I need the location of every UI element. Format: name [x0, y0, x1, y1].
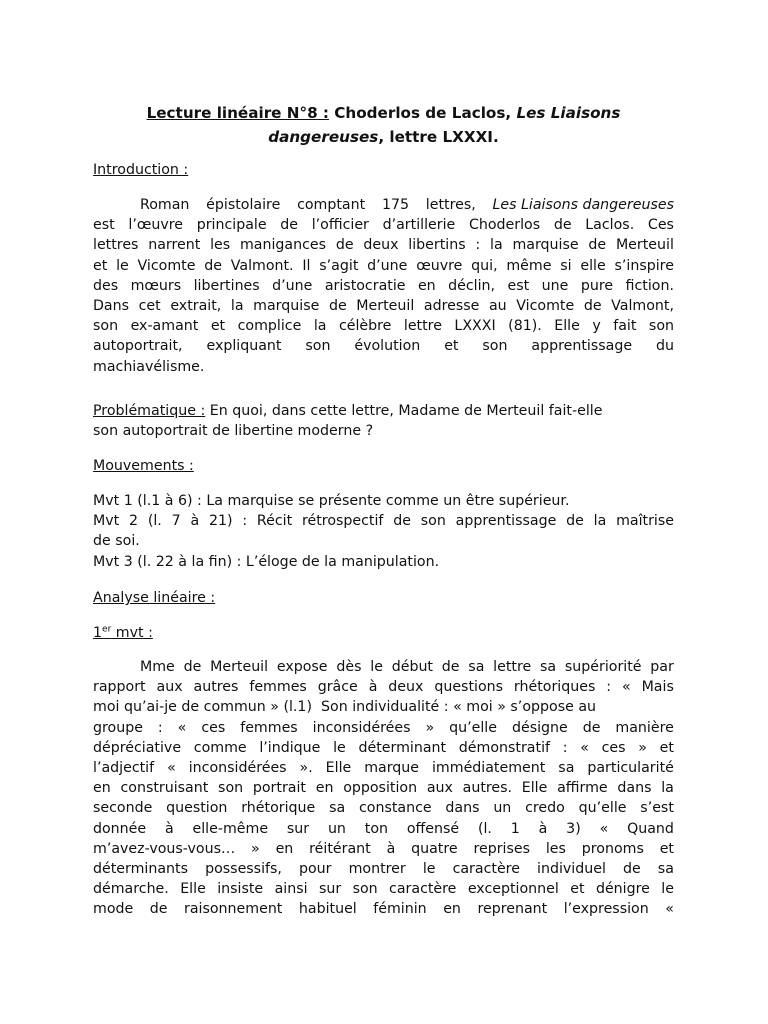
paragraph-line [93, 859, 674, 879]
word: ». [299, 760, 313, 777]
word: la [661, 780, 674, 797]
word: le [661, 881, 674, 898]
word: sa [468, 659, 485, 675]
word: LXXXI [454, 318, 496, 335]
word: rhétoriques [513, 679, 596, 696]
word: Merteuil [356, 298, 415, 315]
word: sur [286, 820, 310, 837]
introduction-heading: Introduction : [93, 162, 189, 178]
word: de [335, 237, 354, 254]
word: caractère [452, 861, 520, 878]
problematique-line-2: son autoportrait de libertine moderne ? [93, 423, 374, 439]
word: inconsidérées [312, 719, 411, 736]
paragraph-line [93, 879, 674, 899]
word: de [441, 659, 460, 675]
word: s’inspire [614, 257, 674, 274]
word: supériorité [564, 659, 642, 675]
introduction-paragraph [93, 195, 674, 377]
paragraph-line [93, 316, 674, 336]
word: mode [93, 901, 134, 918]
word: Choderlos [468, 217, 541, 234]
word: de [204, 257, 222, 274]
title-author: Choderlos de Laclos, [329, 104, 517, 122]
word: l’œuvre [128, 217, 183, 234]
word: construisant [120, 780, 209, 797]
word: quatre [411, 840, 458, 857]
word: d’une [367, 257, 408, 274]
word: de [622, 861, 641, 878]
analyse-paragraph [93, 657, 674, 920]
word: sa [657, 861, 674, 878]
word: : [242, 513, 248, 529]
word: par [650, 659, 674, 675]
word: un [493, 800, 512, 817]
word: comme [193, 739, 247, 756]
word: et [570, 881, 585, 898]
mouvement-1: Mvt 1 (l.1 à 6) : La marquise se présente comme un être supérieur. [93, 493, 570, 509]
analyse-heading: Analyse linéaire : [93, 590, 216, 606]
subheading-number: 1 [93, 625, 103, 641]
word: Valmont. [230, 257, 294, 274]
word: ces [601, 739, 626, 756]
word: Mais [641, 679, 674, 696]
word: en [275, 840, 294, 857]
word: rétrospectif [301, 513, 384, 529]
word: aux [156, 679, 183, 696]
word: d’une [272, 277, 313, 294]
title-work: Les Liaisons [516, 104, 621, 122]
word: femmes [249, 679, 307, 696]
word: déterminants [93, 861, 189, 878]
word: Laclos. [585, 217, 635, 234]
word: offensé [406, 820, 460, 837]
word: question [166, 800, 228, 817]
word: Elle [554, 318, 580, 335]
word: complice [237, 318, 302, 335]
word: moi qu’ai-je de commun » (l.1) Son individualité : « moi » s’oppose au [93, 699, 597, 716]
word: au [488, 298, 507, 315]
word: « [177, 719, 187, 736]
paragraph-line [93, 215, 674, 235]
word: son [93, 318, 119, 335]
problematique-heading: Problématique : [93, 403, 206, 419]
word: lettres, [425, 197, 476, 213]
word: immédiatement [431, 760, 546, 777]
word: à [538, 820, 548, 837]
word: (l. [147, 513, 162, 529]
word: de [588, 237, 607, 254]
paragraph-last-line: machiavélisme. [93, 358, 205, 375]
paragraph-line [93, 798, 674, 818]
mouvement-3: Mvt 3 (l. 22 à la fin) : L’éloge de la manipulation. [93, 554, 440, 570]
word: les [210, 237, 231, 254]
word: l’indique [259, 739, 321, 756]
word: début [391, 659, 433, 675]
word: déterminant [358, 739, 447, 756]
word: des [93, 277, 119, 294]
word: montrer [348, 861, 406, 878]
word: femmes [240, 719, 298, 736]
word: « [621, 679, 631, 696]
word: le [333, 739, 346, 756]
word: reprenant [477, 901, 548, 918]
word: exceptionnel [467, 881, 559, 898]
word: ces [201, 719, 226, 736]
word: son [352, 881, 378, 898]
word: : [562, 739, 568, 756]
word: autres [193, 679, 239, 696]
word: ton [364, 820, 388, 837]
word: de [280, 217, 299, 234]
paragraph-line [93, 839, 674, 859]
word: l’adjectif [93, 760, 155, 777]
word: marquise [512, 237, 579, 254]
analyse-subheading [93, 623, 153, 643]
word: à [164, 820, 174, 837]
word: dépréciative [93, 739, 182, 756]
word: reprises [473, 840, 531, 857]
word: s’agit [319, 257, 359, 274]
word: rapport [93, 679, 146, 696]
word: habituel [298, 901, 357, 918]
word: la [230, 298, 244, 315]
word: de [582, 719, 601, 736]
word: Les Liaisons dangereuses [492, 197, 674, 213]
word: « [167, 760, 176, 777]
word: : [157, 719, 163, 736]
mouvement-2-line-1 [93, 511, 674, 531]
word: célèbre [338, 318, 392, 335]
word: démonstratif [458, 739, 551, 756]
word: lettre [403, 318, 442, 335]
word: manigances [239, 237, 327, 254]
word: « [580, 739, 589, 756]
word: aux [426, 780, 453, 797]
paragraph-line [93, 738, 674, 758]
word: elle-même [192, 820, 269, 837]
word: 175 [381, 197, 410, 213]
word: Elle [521, 780, 548, 797]
word: affirme [557, 780, 608, 797]
paragraph-line [93, 256, 674, 276]
word: groupe [93, 719, 143, 736]
word: la [490, 237, 503, 254]
word: en [443, 901, 461, 918]
problematique-line-1 [93, 401, 602, 421]
word: deux [388, 679, 424, 696]
word: elle [580, 257, 606, 274]
word: Vicomte [137, 257, 196, 274]
word: lettres [93, 237, 139, 254]
word: : [606, 679, 612, 696]
word: dans [617, 780, 652, 797]
word: donnée [93, 820, 147, 837]
title-label: Lecture linéaire N°8 : [146, 104, 329, 122]
word: marquise [253, 298, 320, 315]
word: rhétorique [241, 800, 316, 817]
word: 7 [171, 513, 181, 529]
word: est [93, 217, 115, 234]
word: à [190, 513, 200, 529]
word: Dans [93, 298, 130, 315]
title-work-2: dangereuses [268, 128, 379, 146]
paragraph-line [93, 296, 674, 316]
word: sa [540, 659, 557, 675]
word: Elle [180, 881, 206, 898]
paragraph-line [93, 899, 674, 919]
word: est [507, 277, 530, 294]
word: Vicomte [516, 298, 575, 315]
word: sur [318, 881, 342, 898]
word: démarche. [93, 881, 169, 898]
word: (l. [477, 820, 492, 837]
word: et [444, 338, 459, 355]
word: en [417, 277, 436, 294]
word: en [93, 780, 111, 797]
paragraph-line [93, 235, 674, 255]
word: marque [364, 760, 420, 777]
word: extrait, [170, 298, 222, 315]
word: aristocratie [324, 277, 406, 294]
paragraph-line [93, 657, 674, 677]
word: 21) [208, 513, 233, 529]
word: le [116, 257, 129, 274]
word: m’avez-vous-vous… [93, 840, 236, 857]
word: Merteuil [615, 237, 674, 254]
word: évolution [354, 338, 421, 355]
word: expliquant [206, 338, 282, 355]
word: possessifs, [205, 861, 282, 878]
paragraph-line [93, 276, 674, 296]
word: de [149, 901, 168, 918]
word: qu’elle [449, 719, 497, 736]
word: particularité [587, 760, 674, 777]
word: 1 [510, 820, 520, 837]
word: Quand [627, 820, 674, 837]
word: principale [196, 217, 267, 234]
word: dénigre [595, 881, 650, 898]
word: le [370, 659, 383, 675]
word: sa [558, 760, 575, 777]
word: Ces [647, 217, 674, 234]
mouvements-heading: Mouvements : [93, 458, 194, 474]
document-title [93, 101, 674, 149]
word: Roman [140, 197, 190, 213]
word: Mvt [93, 513, 120, 529]
word: Merteuil [210, 659, 269, 675]
word: Récit [256, 513, 293, 529]
word: Il [302, 257, 311, 274]
word: questions [434, 679, 504, 696]
word: » [638, 739, 647, 756]
word: sa [329, 800, 346, 817]
word: Valmont, [611, 298, 674, 315]
word: réitérant [309, 840, 371, 857]
word: mœurs [130, 277, 182, 294]
word: « [599, 820, 609, 837]
word: Mme [140, 659, 175, 675]
word: la [313, 318, 327, 335]
word: expose [276, 659, 328, 675]
word: l’expression [563, 901, 649, 918]
word: cet [138, 298, 161, 315]
word: la [593, 513, 607, 529]
word: les [545, 840, 566, 857]
word: et [659, 739, 674, 756]
word: grâce [317, 679, 358, 696]
word: (81). [508, 318, 542, 335]
word: désigne [511, 719, 568, 736]
paragraph-line [93, 819, 674, 839]
word: du [655, 338, 674, 355]
word: son [648, 318, 674, 335]
word: raisonnement [184, 901, 283, 918]
word: de [393, 513, 411, 529]
word: à [386, 840, 396, 857]
word: deux [363, 237, 399, 254]
word: son [218, 780, 244, 797]
word: son [482, 338, 508, 355]
word: pronoms [581, 840, 644, 857]
word: : [475, 237, 481, 254]
word: seconde [93, 800, 153, 817]
word: en [315, 780, 334, 797]
word: autres. [462, 780, 513, 797]
word: Elle [325, 760, 352, 777]
problematique-text-1: En quoi, dans cette lettre, Madame de Merteuil fait-elle [205, 403, 603, 419]
word: une [541, 277, 569, 294]
word: son [420, 513, 446, 529]
word: ex-amant [130, 318, 199, 335]
paragraph-line [93, 677, 674, 697]
paragraph-line [93, 718, 674, 738]
word: 3) [566, 820, 581, 837]
word: maîtrise [616, 513, 674, 529]
mouvement-2 [93, 511, 674, 551]
paragraph-line [93, 697, 674, 717]
word: fiction. [625, 277, 674, 294]
word: et [210, 318, 226, 335]
word: de [566, 513, 584, 529]
word: de [553, 217, 572, 234]
subheading-text: mvt : [111, 625, 153, 641]
word: adresse [423, 298, 480, 315]
word: qu’elle [578, 800, 627, 817]
word: même [506, 257, 552, 274]
word: « [665, 901, 674, 918]
word: » [425, 719, 435, 736]
word: de [583, 298, 602, 315]
word: féminin [373, 901, 427, 918]
word: s’est [640, 800, 674, 817]
paragraph-line [93, 758, 674, 778]
word: credo [525, 800, 565, 817]
word: si [560, 257, 572, 274]
word: inconsidérées [188, 760, 287, 777]
word: l’officier [311, 217, 369, 234]
paragraph-line [93, 336, 674, 356]
word: libertins [408, 237, 466, 254]
word: dès [336, 659, 362, 675]
word: un [327, 820, 346, 837]
mouvement-2-line-2: de soi. [93, 533, 140, 550]
word: opposition [343, 780, 418, 797]
word: comptant [297, 197, 366, 213]
subheading-superscript: er [102, 624, 112, 635]
word: insiste [217, 881, 264, 898]
word: y [592, 318, 601, 335]
word: dans [445, 800, 480, 817]
word: qui, [471, 257, 498, 274]
word: libertines [193, 277, 260, 294]
word: caractère [389, 881, 457, 898]
word: autoportrait, [93, 338, 183, 355]
word: de [183, 659, 202, 675]
word: 2 [129, 513, 139, 529]
word: son [305, 338, 331, 355]
word: apprentissage [455, 513, 557, 529]
word: déclin, [448, 277, 496, 294]
word: d’artillerie [382, 217, 456, 234]
word: constance [358, 800, 432, 817]
word: » [251, 840, 260, 857]
word: narrent [148, 237, 201, 254]
word: pour [299, 861, 332, 878]
word: lettre [493, 659, 532, 675]
word: individuel [537, 861, 606, 878]
word: manière [615, 719, 674, 736]
word: à [368, 679, 378, 696]
word: œuvre [416, 257, 463, 274]
word: pure [580, 277, 614, 294]
word: fait [613, 318, 637, 335]
title-rest: , lettre LXXXI. [378, 128, 499, 146]
word: portrait [252, 780, 306, 797]
word: le [422, 861, 436, 878]
word: et [93, 257, 108, 274]
paragraph-line [93, 778, 674, 798]
word: et [659, 840, 674, 857]
paragraph-line [93, 195, 674, 215]
word: de [328, 298, 347, 315]
word: épistolaire [206, 197, 281, 213]
word: apprentissage [531, 338, 633, 355]
word: ainsi [274, 881, 308, 898]
